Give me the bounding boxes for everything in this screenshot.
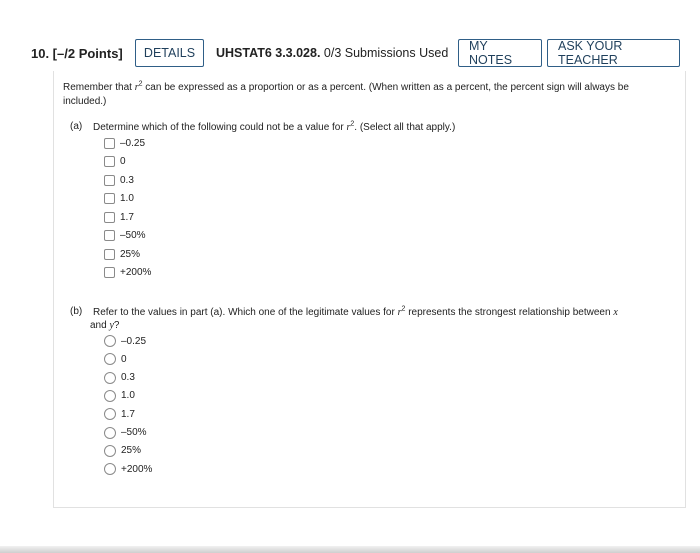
problem-info xyxy=(216,46,448,60)
part-b-y: y xyxy=(109,320,114,331)
part-b-label: (b) xyxy=(70,306,83,317)
radio-button[interactable] xyxy=(104,353,116,365)
part-a-option[interactable] xyxy=(104,136,145,150)
part-a-var: r xyxy=(346,122,351,133)
option-label: –0.25 xyxy=(120,137,146,149)
radio-button[interactable] xyxy=(104,335,116,347)
option-label: 0 xyxy=(120,156,126,167)
part-a-option[interactable] xyxy=(104,247,140,261)
checkbox[interactable] xyxy=(104,267,115,278)
option-label: 1.7 xyxy=(120,211,134,223)
option-label: 25% xyxy=(121,445,142,457)
details-button[interactable]: DETAILS xyxy=(135,39,204,67)
intro-exp: 2 xyxy=(138,80,143,88)
option-label: –50% xyxy=(121,427,147,438)
checkbox[interactable] xyxy=(104,138,115,149)
radio-button[interactable] xyxy=(104,427,116,439)
problem-code: UHSTAT6 3.3.028. xyxy=(216,46,321,60)
option-label: 0 xyxy=(121,353,127,365)
radio-button[interactable] xyxy=(104,463,116,475)
part-a-pre: Determine which of the following could not be a value for xyxy=(93,122,347,133)
part-b-mid: represents the strongest relationship between xyxy=(405,307,614,318)
option-label: +200% xyxy=(120,267,152,278)
option-label: –50% xyxy=(120,230,146,241)
part-b-prompt xyxy=(90,305,673,332)
ask-your-teacher-button[interactable]: ASK YOUR TEACHER xyxy=(547,39,680,67)
part-b-option[interactable] xyxy=(104,462,152,476)
part-a-option[interactable] xyxy=(104,155,126,169)
option-label: 1.0 xyxy=(120,193,134,204)
part-a-label: (a) xyxy=(70,121,83,132)
option-label: –0.25 xyxy=(121,335,147,347)
part-b-option[interactable] xyxy=(104,426,147,440)
part-a-post: . (Select all that apply.) xyxy=(354,122,456,133)
option-label: 25% xyxy=(120,248,141,260)
radio-button[interactable] xyxy=(104,445,116,457)
checkbox[interactable] xyxy=(104,249,115,260)
checkbox[interactable] xyxy=(104,175,115,186)
radio-button[interactable] xyxy=(104,372,116,384)
part-b-option[interactable] xyxy=(104,334,146,348)
intro-post: can be expressed as a proportion or as a percent. (When written as a percent, the percent sign will always be included.) xyxy=(63,82,629,107)
intro-text xyxy=(63,81,673,109)
radio-button[interactable] xyxy=(104,408,116,420)
option-label: 0.3 xyxy=(120,174,134,186)
intro-var: r xyxy=(134,82,139,93)
part-b-option[interactable] xyxy=(104,407,135,421)
part-a-option[interactable] xyxy=(104,266,151,280)
bottom-shadow-bar xyxy=(0,546,700,553)
part-b-option[interactable] xyxy=(104,389,135,403)
question-header xyxy=(25,38,680,68)
part-a-option[interactable] xyxy=(104,210,134,224)
option-label: 0.3 xyxy=(121,372,135,384)
option-label: 1.7 xyxy=(121,408,135,420)
option-label: 1.0 xyxy=(121,390,135,402)
part-b-exp: 2 xyxy=(401,305,406,313)
radio-button[interactable] xyxy=(104,390,116,402)
option-label: +200% xyxy=(121,463,153,475)
part-b-pre: Refer to the values in part (a). Which one of the legitimate values for xyxy=(93,307,398,318)
checkbox[interactable] xyxy=(104,212,115,223)
part-b-var: r xyxy=(397,307,402,318)
intro-pre: Remember that xyxy=(63,82,135,93)
checkbox[interactable] xyxy=(104,156,115,167)
part-a-option[interactable] xyxy=(104,192,134,206)
part-a-prompt xyxy=(93,121,673,134)
part-b-option[interactable] xyxy=(104,444,141,458)
submissions-used: 0/3 Submissions Used xyxy=(323,46,449,60)
part-b-option[interactable] xyxy=(104,352,127,366)
part-a-option[interactable] xyxy=(104,229,146,243)
part-b-post: ? xyxy=(113,320,120,331)
part-b-x: x xyxy=(613,307,618,318)
part-a-exp: 2 xyxy=(350,120,355,128)
question-card xyxy=(53,71,686,508)
checkbox[interactable] xyxy=(104,230,115,241)
part-b-option[interactable] xyxy=(104,371,135,385)
question-number: 10. [–/2 Points] xyxy=(31,45,123,61)
part-b-and: and xyxy=(90,320,110,331)
my-notes-button[interactable]: MY NOTES xyxy=(458,39,542,67)
part-a-option[interactable] xyxy=(104,173,134,187)
checkbox[interactable] xyxy=(104,193,115,204)
